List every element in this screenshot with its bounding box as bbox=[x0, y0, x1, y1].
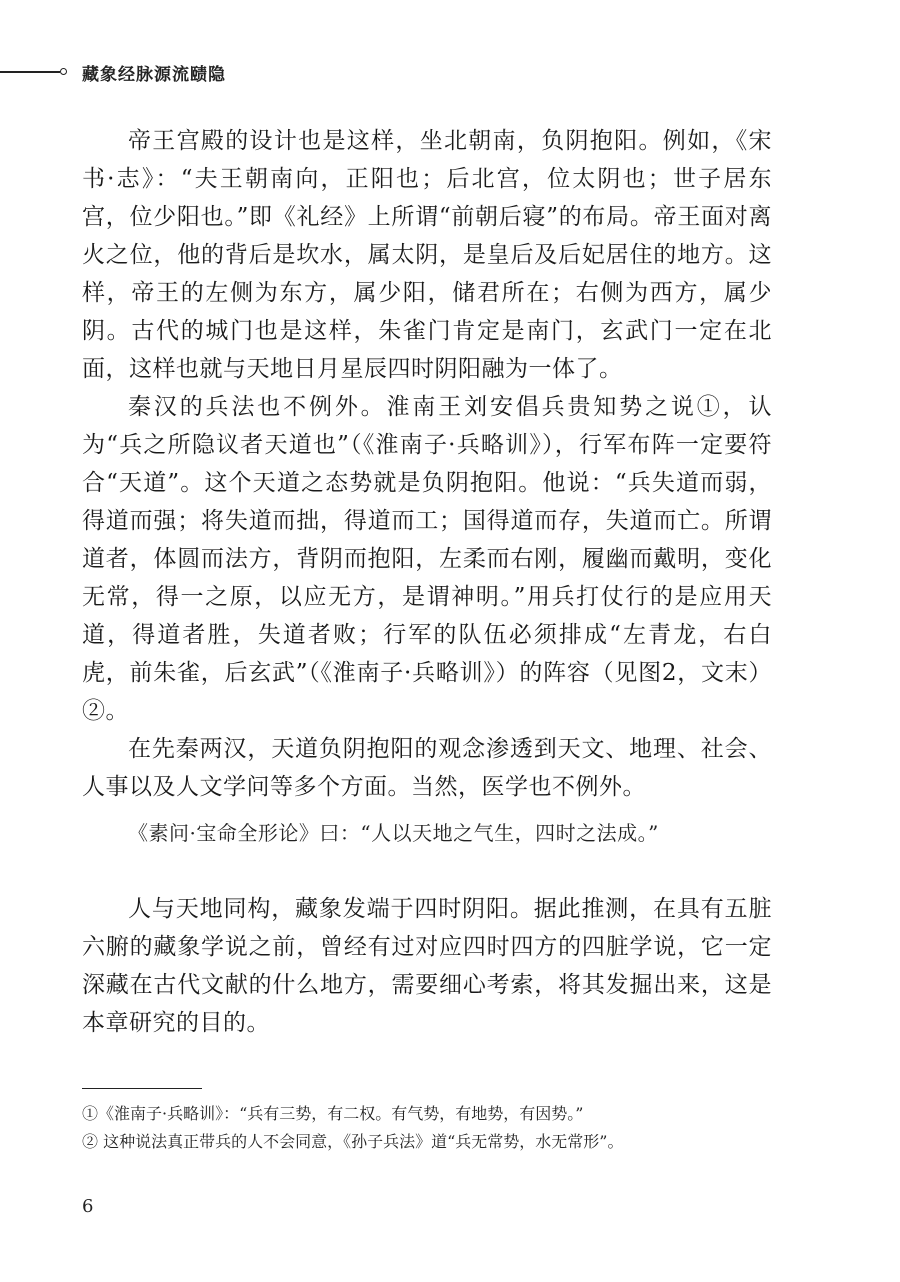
footnotes bbox=[82, 1100, 782, 1156]
paragraph: 帝王宫殿的设计也是这样，坐北朝南，负阴抱阳。例如，《宋书·志》：“夫王朝南向，正阳也；后北宫，位太阴也；世子居东宫，位少阳也。”即《礼经》上所谓“前朝后寝”的布局。帝王面对离火之位，他的背后是坎水，属太阴，是皇后及后妃居住的地方。这样，帝王的左侧为东方，属少阳，储君所在；右侧为西方，属少阴。古代的城门也是这样，朱雀门肯定是南门，玄武门一定在北面，这样也就与天地日月星辰四时阴阳融为一体了。 bbox=[82, 128, 772, 382]
paragraph: 人与天地同构，藏象发端于四时阴阳。据此推测，在具有五脏六腑的藏象学说之前，曾经有过对应四时四方的四脏学说，它一定深藏在古代文献的什么地方，需要细心考索，将其发掘出来，这是本章研究的目的。 bbox=[82, 896, 772, 1036]
header-ornament-dot bbox=[60, 68, 67, 75]
main-text bbox=[82, 122, 772, 806]
paragraph: 秦汉的兵法也不例外。淮南王刘安倡兵贵知势之说①，认为“兵之所隐议者天道也”（《淮南子·兵略训》），行军布阵一定要符合“天道”。这个天道之态势就是负阴抱阳。他说：“兵失道而弱，得道而强；将失道而拙，得道而工；国得道而存，失道而亡。所谓道者，体圆而法方，背阴而抱阳，左柔而右刚，履幽而戴明，变化无常，得一之原，以应无方，是谓神明。”用兵打仗行的是应用天道，得道者胜，失道者败；行军的队伍必须排成“左青龙，右白虎，前朱雀，后玄武”（《淮南子·兵略训》）的阵容（见图2，文末）②。 bbox=[82, 394, 772, 724]
main-text-continued bbox=[82, 890, 772, 1042]
footnote-1: ①《淮南子·兵略训》：“兵有三势，有二权。有气势，有地势，有因势。” bbox=[82, 1104, 584, 1123]
running-head-title: 藏象经脉源流赜隐 bbox=[82, 65, 226, 85]
page-number: 6 bbox=[82, 1196, 94, 1217]
footnote-2: ② 这种说法真正带兵的人不会同意，《孙子兵法》道“兵无常势，水无常形”。 bbox=[82, 1132, 624, 1151]
header-rule bbox=[0, 71, 60, 73]
footnote-rule bbox=[82, 1088, 202, 1089]
block-quote: 《素问·宝命全形论》曰：“人以天地之气生，四时之法成。” bbox=[128, 821, 659, 845]
paragraph: 在先秦两汉，天道负阴抱阳的观念渗透到天文、地理、社会、人事以及人文学问等多个方面。当然，医学也不例外。 bbox=[82, 736, 772, 800]
